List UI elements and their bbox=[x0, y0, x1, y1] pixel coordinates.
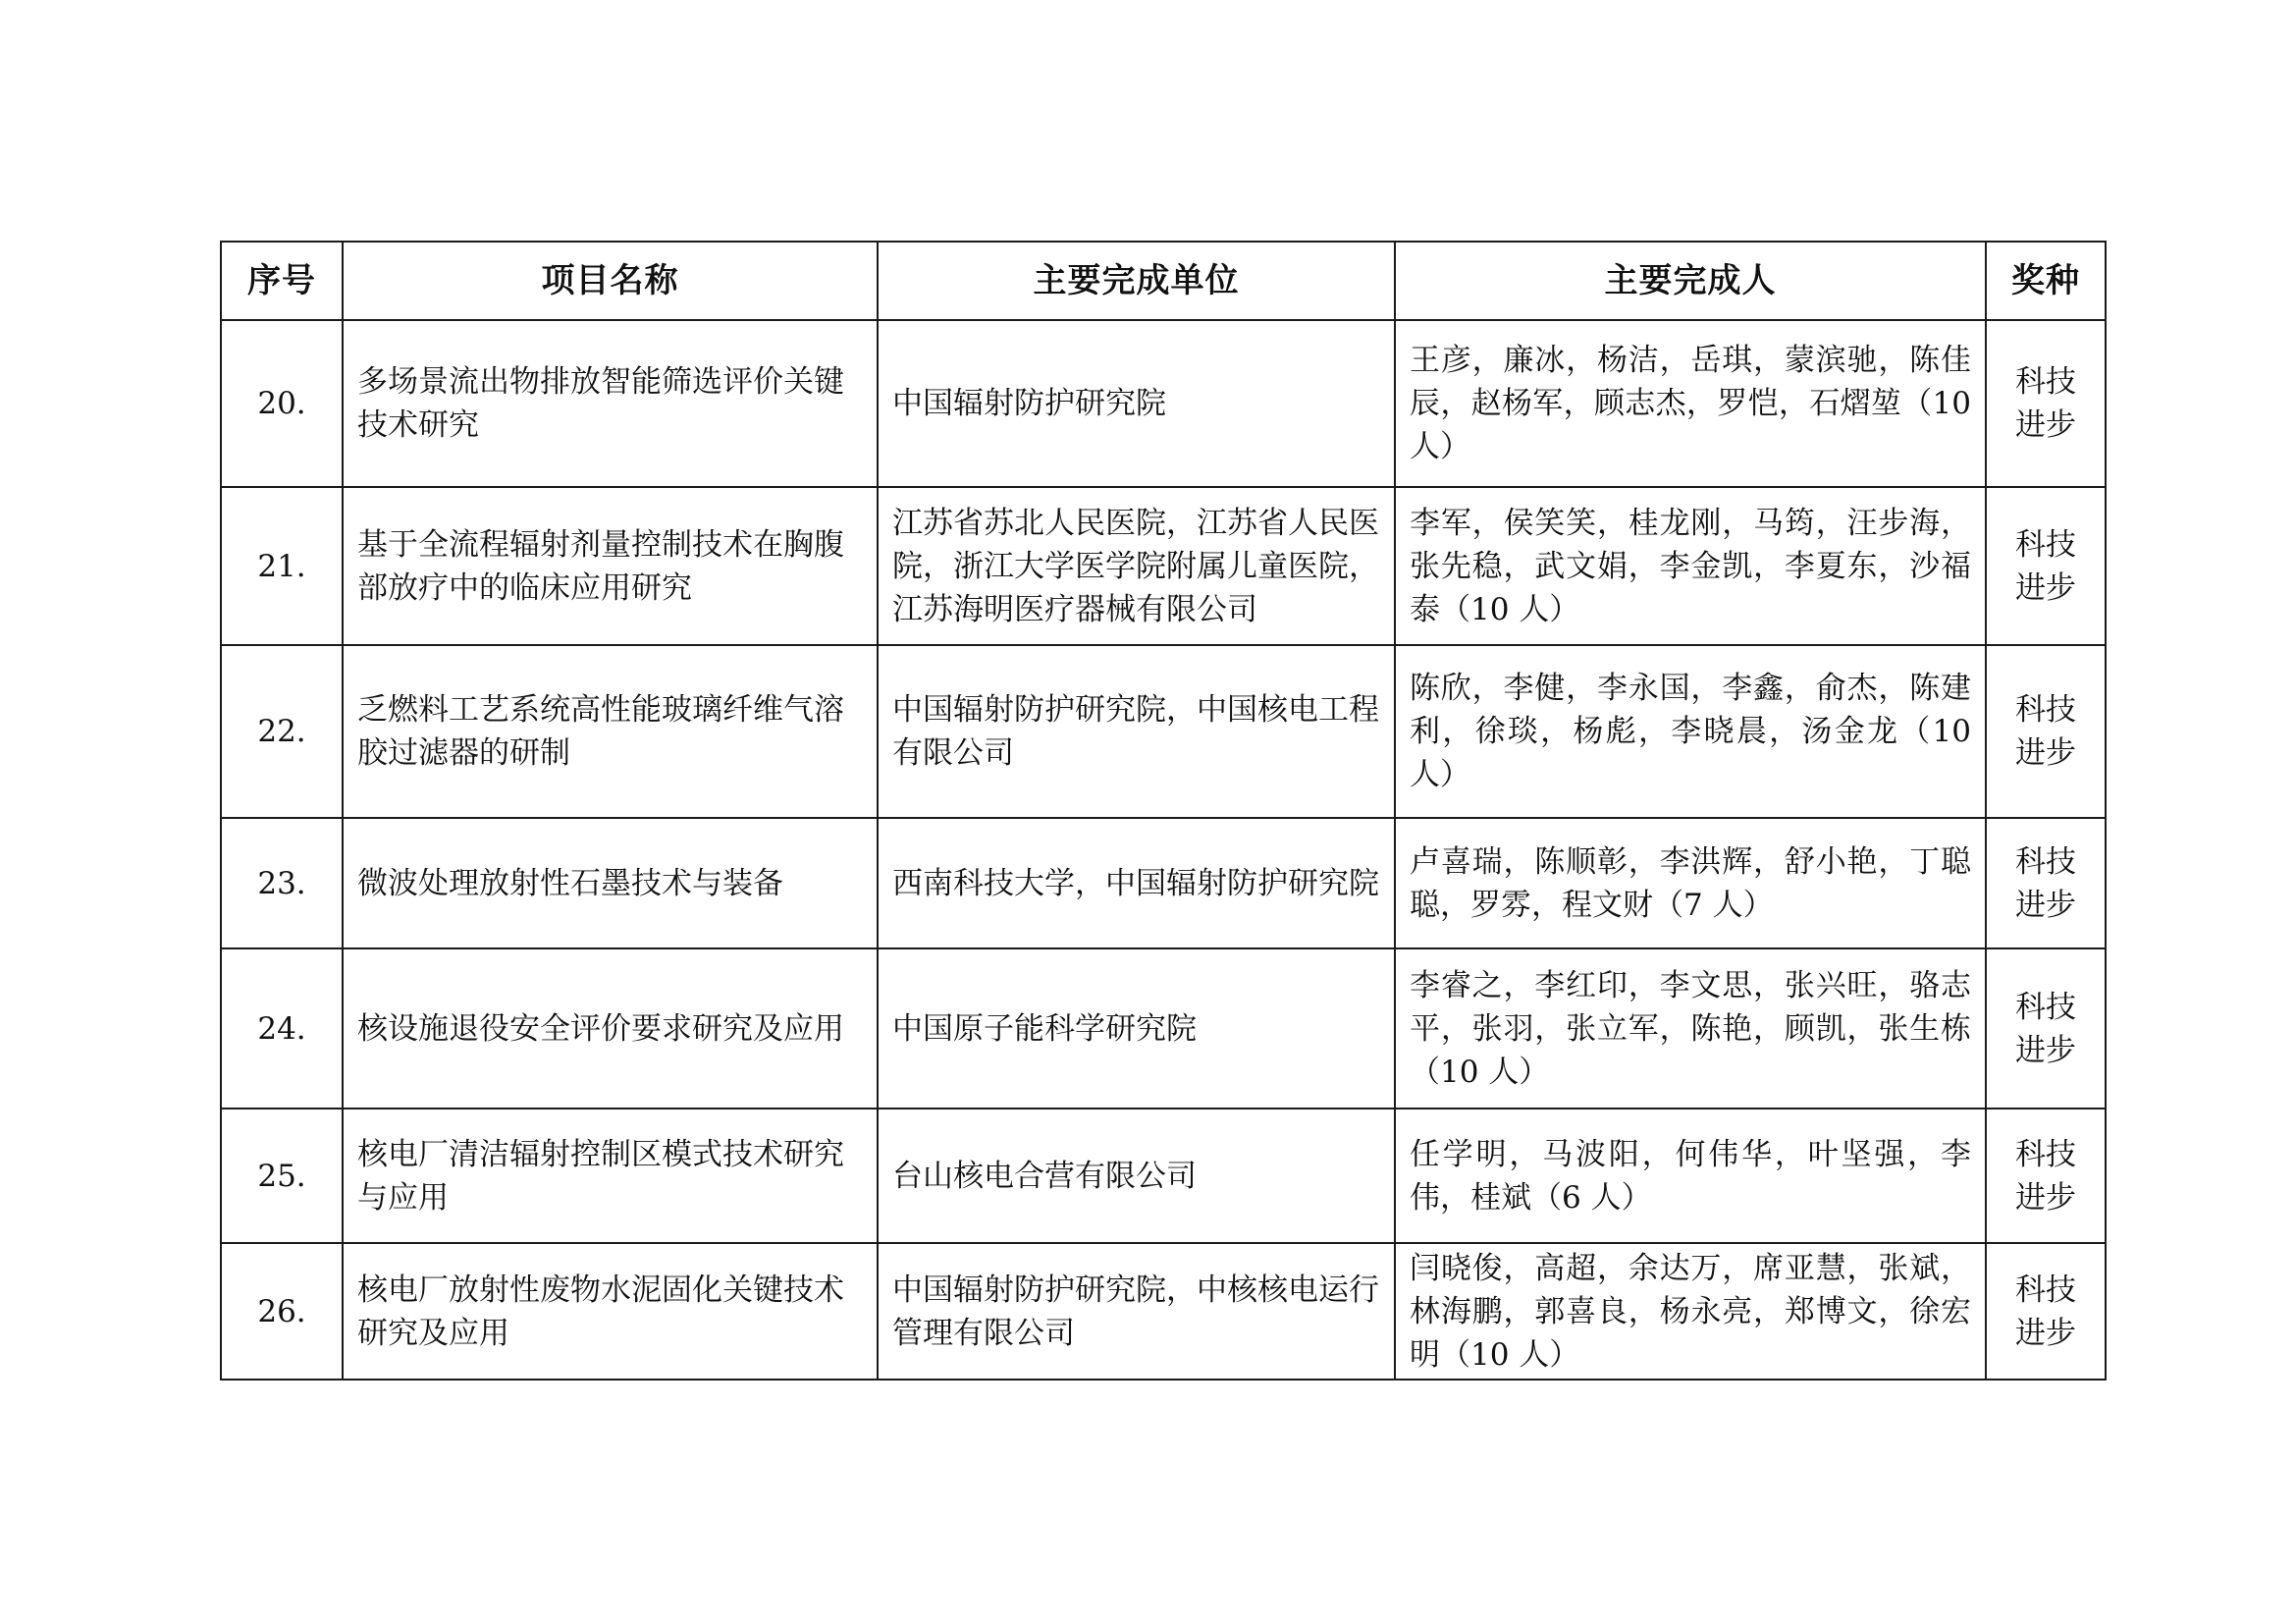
row-completion-unit: 中国辐射防护研究院，中核核电运行管理有限公司 bbox=[878, 1243, 1395, 1380]
award-type-line-1: 科技 bbox=[2015, 1272, 2076, 1308]
header-serial-number: 序号 bbox=[221, 242, 343, 320]
row-completion-people: 卢喜瑞，陈顺彰，李洪辉，舒小艳，丁聪聪，罗雰，程文财（7 人） bbox=[1395, 818, 1986, 948]
row-award-type bbox=[1986, 948, 2106, 1109]
award-type-line-2: 进步 bbox=[2015, 887, 2076, 923]
row-serial-number: 26. bbox=[221, 1243, 343, 1380]
row-completion-people: 李军，侯笑笑，桂龙刚，马筠，汪步海，张先稳，武文娟，李金凯，李夏东，沙福泰（10 人） bbox=[1395, 487, 1986, 645]
awards-table bbox=[220, 241, 2107, 1380]
row-completion-unit: 台山核电合营有限公司 bbox=[878, 1109, 1395, 1243]
row-completion-people: 陈欣，李健，李永国，李鑫，俞杰，陈建利，徐琰，杨彪，李晓晨，汤金龙（10 人） bbox=[1395, 645, 1986, 818]
award-type-line-2: 进步 bbox=[2015, 1315, 2076, 1351]
row-award-type bbox=[1986, 320, 2106, 487]
row-completion-people: 王彦，廉冰，杨洁，岳琪，蒙滨驰，陈佳辰，赵杨军，顾志杰，罗恺，石熠堃（10 人） bbox=[1395, 320, 1986, 487]
row-completion-unit: 中国辐射防护研究院，中国核电工程有限公司 bbox=[878, 645, 1395, 818]
row-serial-number: 22. bbox=[221, 645, 343, 818]
row-project-name: 核电厂放射性废物水泥固化关键技术研究及应用 bbox=[343, 1243, 878, 1380]
row-completion-people: 闫晓俊，高超，余达万，席亚慧，张斌，林海鹏，郭喜良，杨永亮，郑博文，徐宏明（10 人） bbox=[1395, 1243, 1986, 1380]
table-row bbox=[221, 320, 2106, 487]
award-type-line-2: 进步 bbox=[2015, 1179, 2076, 1216]
row-serial-number: 21. bbox=[221, 487, 343, 645]
row-project-name: 核电厂清洁辐射控制区模式技术研究与应用 bbox=[343, 1109, 878, 1243]
row-award-type bbox=[1986, 645, 2106, 818]
row-project-name: 乏燃料工艺系统高性能玻璃纤维气溶胶过滤器的研制 bbox=[343, 645, 878, 818]
award-type-line-1: 科技 bbox=[2015, 692, 2076, 728]
row-award-type bbox=[1986, 487, 2106, 645]
table-row bbox=[221, 818, 2106, 948]
table-header-row bbox=[221, 242, 2106, 320]
row-award-type bbox=[1986, 818, 2106, 948]
award-type-line-1: 科技 bbox=[2015, 1136, 2076, 1172]
award-type-line-1: 科技 bbox=[2015, 526, 2076, 563]
row-completion-people: 李睿之，李红印，李文思，张兴旺，骆志平，张羽，张立军，陈艳，顾凯，张生栋（10 人） bbox=[1395, 948, 1986, 1109]
table-row bbox=[221, 1243, 2106, 1380]
award-type-line-2: 进步 bbox=[2015, 569, 2076, 606]
row-completion-unit: 西南科技大学，中国辐射防护研究院 bbox=[878, 818, 1395, 948]
row-completion-people: 任学明，马波阳，何伟华，叶坚强，李伟，桂斌（6 人） bbox=[1395, 1109, 1986, 1243]
table-row bbox=[221, 487, 2106, 645]
award-type-line-1: 科技 bbox=[2015, 989, 2076, 1025]
row-completion-unit: 中国原子能科学研究院 bbox=[878, 948, 1395, 1109]
row-completion-unit: 江苏省苏北人民医院，江苏省人民医院，浙江大学医学院附属儿童医院，江苏海明医疗器械有限公司 bbox=[878, 487, 1395, 645]
header-award-type: 奖种 bbox=[1986, 242, 2106, 320]
award-type-line-2: 进步 bbox=[2015, 735, 2076, 771]
row-completion-unit: 中国辐射防护研究院 bbox=[878, 320, 1395, 487]
row-serial-number: 23. bbox=[221, 818, 343, 948]
row-project-name: 核设施退役安全评价要求研究及应用 bbox=[343, 948, 878, 1109]
row-serial-number: 20. bbox=[221, 320, 343, 487]
row-project-name: 基于全流程辐射剂量控制技术在胸腹部放疗中的临床应用研究 bbox=[343, 487, 878, 645]
row-project-name: 多场景流出物排放智能筛选评价关键技术研究 bbox=[343, 320, 878, 487]
row-serial-number: 25. bbox=[221, 1109, 343, 1243]
award-type-line-2: 进步 bbox=[2015, 407, 2076, 443]
award-type-line-2: 进步 bbox=[2015, 1032, 2076, 1068]
header-completion-people: 主要完成人 bbox=[1395, 242, 1986, 320]
table-row bbox=[221, 948, 2106, 1109]
row-award-type bbox=[1986, 1243, 2106, 1380]
row-award-type bbox=[1986, 1109, 2106, 1243]
award-type-line-1: 科技 bbox=[2015, 364, 2076, 400]
award-type-line-1: 科技 bbox=[2015, 843, 2076, 880]
row-project-name: 微波处理放射性石墨技术与装备 bbox=[343, 818, 878, 948]
table-row bbox=[221, 1109, 2106, 1243]
header-project-name: 项目名称 bbox=[343, 242, 878, 320]
table-row bbox=[221, 645, 2106, 818]
row-serial-number: 24. bbox=[221, 948, 343, 1109]
header-completion-unit: 主要完成单位 bbox=[878, 242, 1395, 320]
